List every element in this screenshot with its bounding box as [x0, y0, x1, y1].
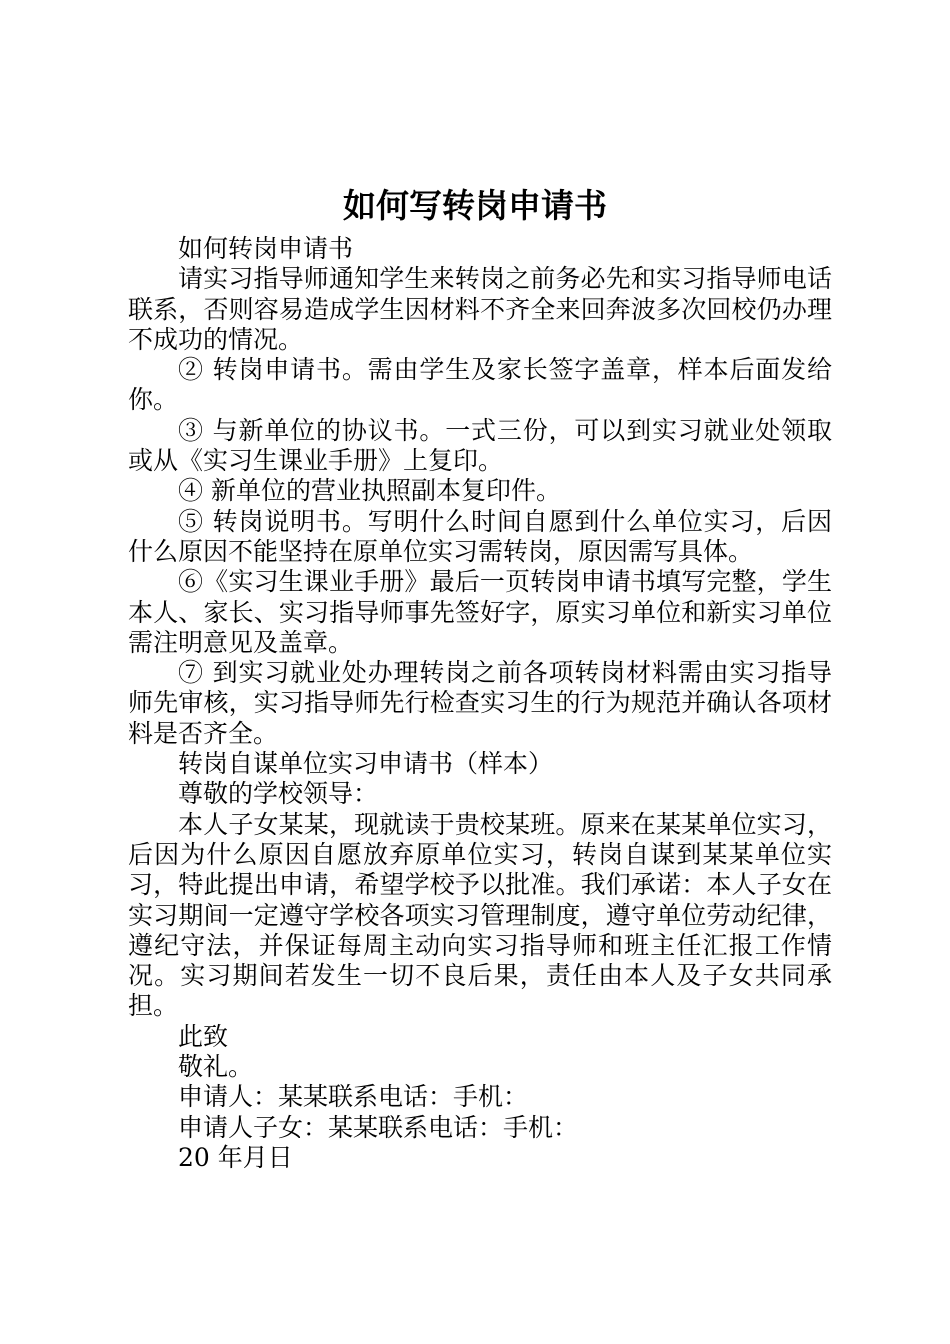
- paragraph-heading: 如何转岗申请书: [178, 234, 354, 263]
- paragraph-applicant-child: 申请人子女：某某联系电话：手机：: [178, 1112, 579, 1142]
- paragraph-application-body: 本人子女某某，现就读于贵校某班。原来在某某单位实习，后因为什么原因自愿放弃原单位实习，转岗自谋到某某单位实习，特此提出申请，希望学校予以批准。我们承诺：本人子女在实习期间一定遵守学校各项实习管理制度，遵守单位劳动纪律，遵纪守法，并保证每周主动向实习指导师和班主任汇报工作情况。实习期间若发生一切不良后果，责任由本人及子女共同承担。: [128, 809, 832, 1021]
- paragraph-item-4: ④ 新单位的营业执照副本复印件。: [178, 476, 561, 506]
- paragraph-item-5: ⑤ 转岗说明书。写明什么时间自愿到什么单位实习，后因什么原因不能坚持在原单位实习需转岗，原因需写具体。: [128, 506, 832, 566]
- paragraph-item-2: ② 转岗申请书。需由学生及家长签字盖章，样本后面发给你。: [128, 355, 832, 415]
- paragraph-closing-1: 此致: [178, 1021, 229, 1051]
- paragraph-sample-title: 转岗自谋单位实习申请书（样本）: [178, 749, 554, 779]
- paragraph-salutation: 尊敬的学校领导：: [178, 779, 379, 809]
- paragraph-applicant: 申请人：某某联系电话：手机：: [178, 1082, 529, 1112]
- paragraph-item-3: ③ 与新单位的协议书。一式三份，可以到实习就业处领取或从《实习生课业手册》上复印。: [128, 415, 832, 476]
- paragraph-item-7: ⑦ 到实习就业处办理转岗之前各项转岗材料需由实习指导师先审核，实习指导师先行检查实习生的行为规范并确认各项材料是否齐全。: [128, 658, 832, 748]
- paragraph-date: 20 年月日: [178, 1142, 293, 1172]
- paragraph-closing-2: 敬礼。: [178, 1052, 254, 1082]
- document-title: 如何写转岗申请书: [343, 186, 607, 225]
- paragraph-item-6: ⑥《实习生课业手册》最后一页转岗申请书填写完整，学生本人、家长、实习指导师事先签好字，原实习单位和新实习单位需注明意见及盖章。: [128, 567, 832, 657]
- document-body: [128, 234, 832, 1173]
- paragraph-notice: 请实习指导师通知学生来转岗之前务必先和实习指导师电话联系，否则容易造成学生因材料不齐全来回奔波多次回校仍办理不成功的情况。: [128, 264, 832, 354]
